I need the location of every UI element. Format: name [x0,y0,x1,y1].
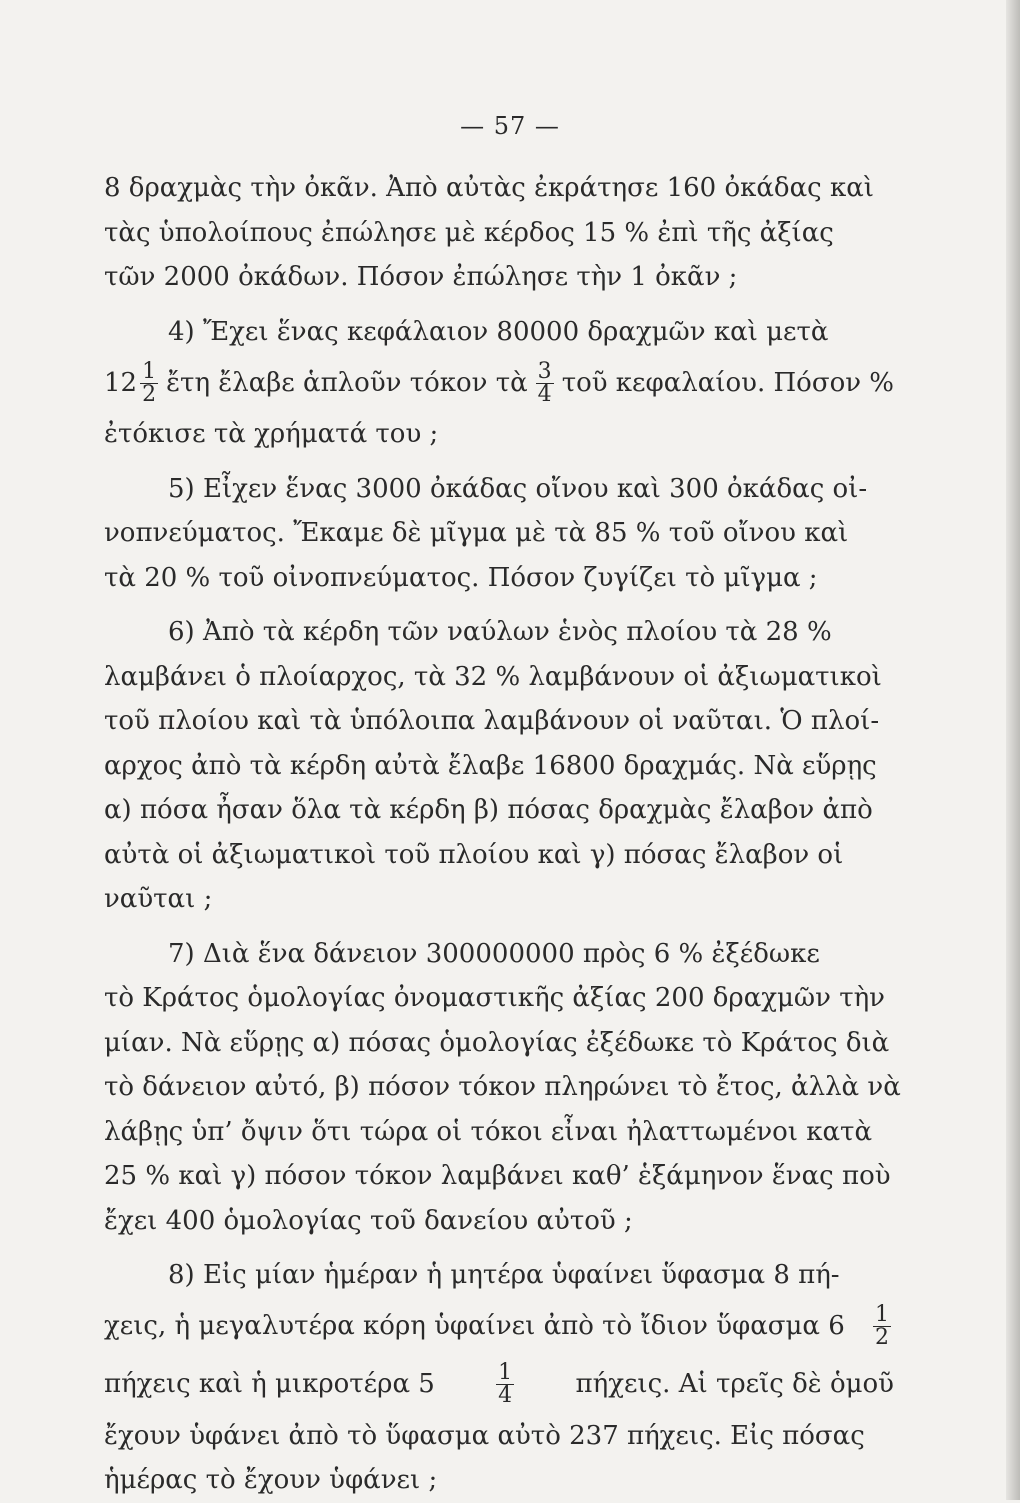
problem-5-line: 5) Εἶχεν ἕνας 3000 ὀκάδας οἴνου καὶ 300 ὀκάδας οἰ- [168,473,868,504]
problem-4-line-1: 4) Ἔχει ἕνας κεφάλαιον 80000 δραχμῶν καὶ μετὰ [168,316,829,347]
problem-6-line: 6) Ἀπὸ τὰ κέρδη τῶν ναύλων ἑνὸς πλοίου τὰ 28 % [168,617,832,647]
problem-7-line: 25 % καὶ γ) πόσον τόκον λαμβάνει καθ’ ἑξάμηνον ἕνας ποὺ [104,1161,891,1191]
mixed-number-12-1-2: 12 $\frac{1}{2}$ [104,358,157,407]
problem-6-line: αὐτὰ οἱ ἀξιωματικοὶ τοῦ πλοίου καὶ γ) πόσας ἔλαβον οἱ [104,839,844,870]
problem-5-line: νοπνεύματος. Ἔκαμε δὲ μῖγμα μὲ τὰ 85 % τοῦ οἴνου καὶ [104,518,849,548]
problem-7-line: τὸ δάνειον αὐτό, β) πόσον τόκον πληρώνει τὸ ἔτος, ἀλλὰ νὰ [104,1072,901,1102]
problem-8-line-2: χεις, ἡ μεγαλυτέρα κόρη ὑφαίνει ἀπὸ τὸ ἴδιον ὕφασμα 6 $\frac{1}{2}$ [104,1302,889,1350]
fraction-one-half: $\frac{1}{2}$ [875,1302,889,1350]
fraction-three-quarters: $\frac{3}{4}$ [537,358,552,407]
problem-4-line-2: 12 $\frac{1}{2}$ ἔτη ἔλαβε ἁπλοῦν τόκον τὰ $\frac{3}{4}$ τοῦ κεφαλαίου. Πόσον % [104,358,894,407]
problem-8-line-4: ἔχουν ὑφάνει ἀπὸ τὸ ὕφασμα αὐτὸ 237 πήχεις. Εἰς πόσας [104,1420,865,1451]
page-body [104,166,901,1503]
problem-6-line: τοῦ πλοίου καὶ τὰ ὑπόλοιπα λαμβάνουν οἱ ναῦται. Ὁ πλοί- [104,706,880,736]
fraction-one-half: $\frac{1}{2}$ [142,358,157,407]
text-line: τῶν 2000 ὀκάδων. Πόσον ἐπώλησε τὴν 1 ὀκᾶν ; [104,262,738,292]
problem-6-line: αρχος ἀπὸ τὰ κέρδη αὐτὰ ἔλαβε 16800 δραχμάς. Νὰ εὕρῃς [104,750,877,781]
problem-8-line-1: 8) Εἰς μίαν ἡμέραν ἡ μητέρα ὑφαίνει ὕφασμα 8 πή- [168,1260,840,1290]
problem-6-line: ναῦται ; [104,884,213,914]
problem-8-line-3: πήχεις καὶ ἡ μικροτέρα 5 $\frac{1}{4}$ πήχεις. Αἱ τρεῖς δὲ ὁμοῦ [104,1360,894,1408]
text-line: τὰς ὑπολοίπους ἐπώλησε μὲ κέρδος 15 % ἐπὶ τῆς ἀξίας [104,217,834,248]
page-edge-shadow [1006,0,1020,1500]
problem-7-line: λάβῃς ὑπ’ ὄψιν ὅτι τώρα οἱ τόκοι εἶναι ἠλαττωμένοι κατὰ [104,1116,873,1147]
problem-7-line: ἔχει 400 ὁμολογίας τοῦ δανείου αὐτοῦ ; [104,1205,633,1236]
fraction-one-quarter: $\frac{1}{4}$ [498,1360,513,1408]
problem-6-line: λαμβάνει ὁ πλοίαρχος, τὰ 32 % λαμβάνουν οἱ ἀξιωματικοὶ [104,661,882,692]
problem-8-line-5: ἡμέρας τὸ ἔχουν ὑφάνει ; [104,1465,438,1495]
text-line: 8 δραχμὰς τὴν ὀκᾶν. Ἀπὸ αὐτὰς ἐκράτησε 160 ὀκάδας καὶ [104,173,874,203]
page-number: — 57 — [460,112,560,140]
problem-7-line: μίαν. Νὰ εὕρῃς α) πόσας ὁμολογίας ἐξέδωκε τὸ Κράτος διὰ [104,1027,890,1058]
problem-7-line: τὸ Κράτος ὁμολογίας ὀνομαστικῆς ἀξίας 200 δραχμῶν τὴν [104,983,885,1013]
problem-5-line: τὰ 20 % τοῦ οἰνοπνεύματος. Πόσον ζυγίζει τὸ μῖγμα ; [104,562,818,593]
problem-6-line: α) πόσα ἦσαν ὅλα τὰ κέρδη β) πόσας δραχμὰς ἔλαβον ἀπὸ [104,795,873,825]
problem-4-line-3: ἐτόκισε τὰ χρήματά του ; [104,419,439,449]
problem-7-line: 7) Διὰ ἕνα δάνειον 300000000 πρὸς 6 % ἐξέδωκε [168,938,820,969]
